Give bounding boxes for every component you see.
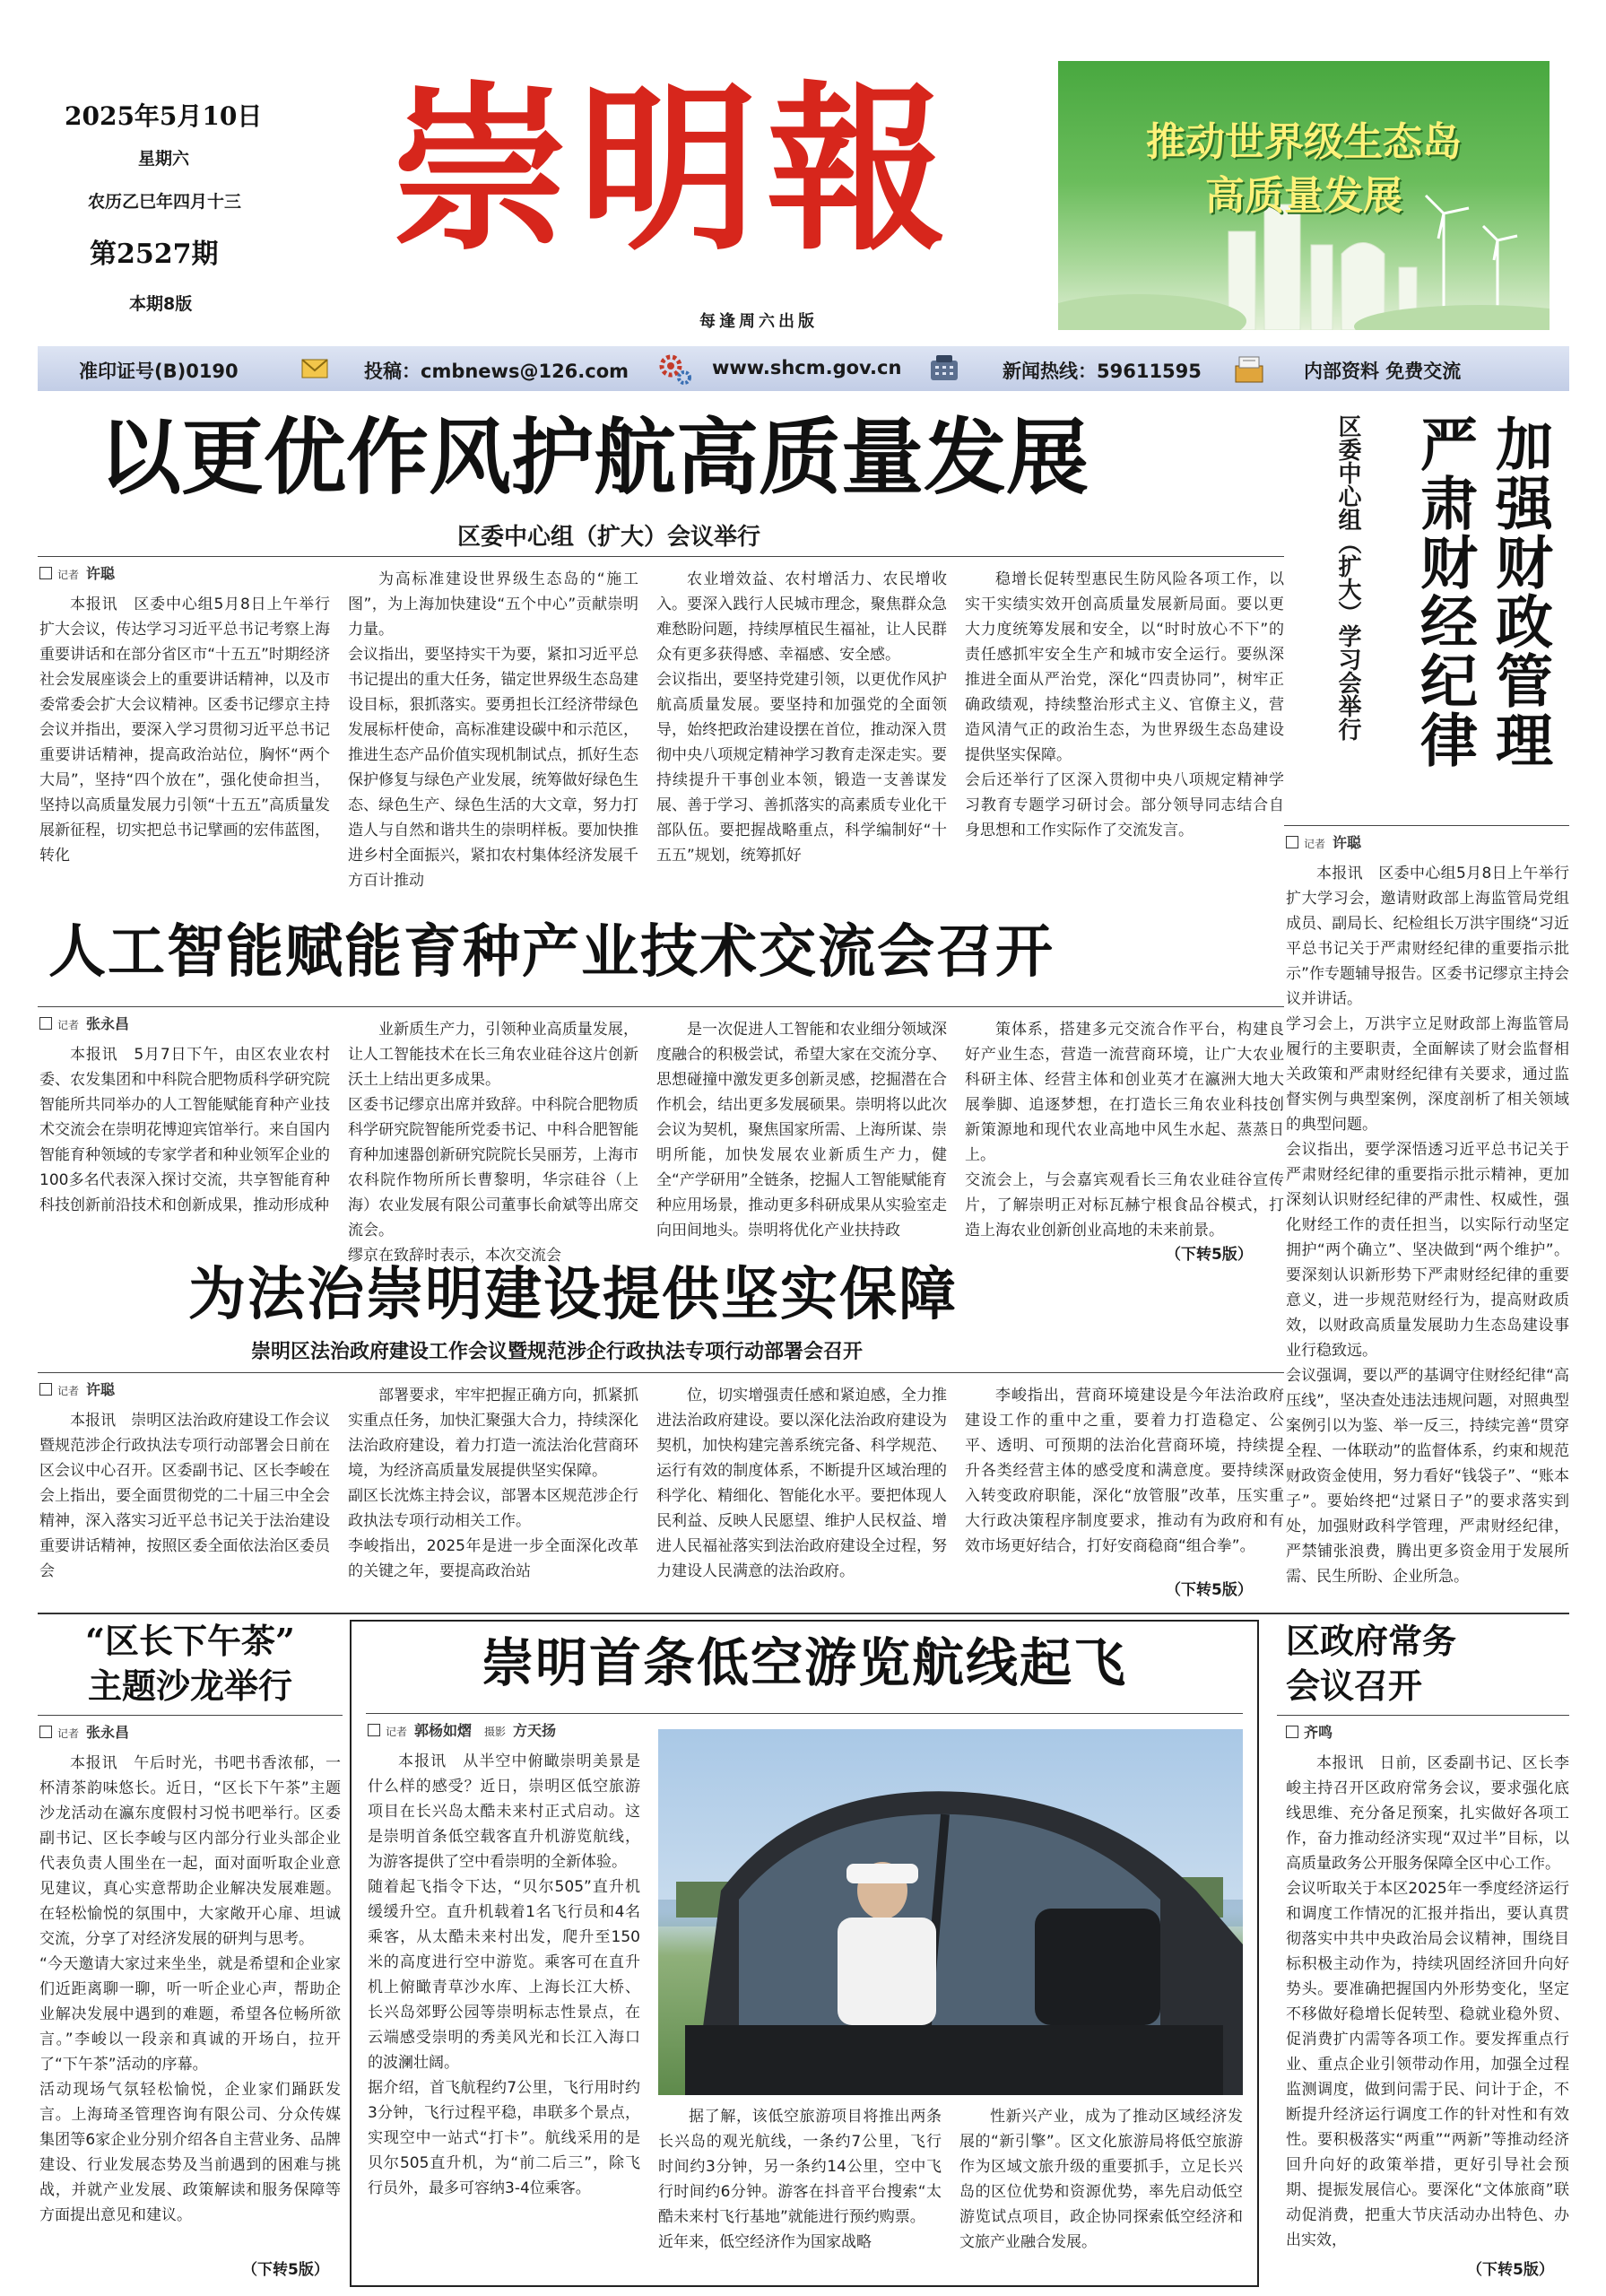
article7-headline-line2: 会议召开 xyxy=(1286,1665,1423,1706)
article6-rule xyxy=(366,1713,1243,1714)
article2-column-2: 业新质生产力，引领种业高质量发展，让人工智能技术在长三角农业硅谷这片创新沃土上结出更多成果。 区委书记缪京出席并致辞。中科院合肥物质科学研究院智能所党委书记、中科合肥智能育种加速器创新研究院院长吴丽芳，上海市农科院作物所所长曹黎明，华宗硅谷（上海）农业发展有限公司董事长俞斌等出席交流会。 缪京在致辞时表示，本次交流会 xyxy=(348,1021,638,1265)
byline-box-icon xyxy=(1286,836,1298,848)
article5-byline: 记者 张永昌 xyxy=(39,1722,129,1744)
article3-column-2: 部署要求，牢牢把握正确方向，抓紧抓实重点任务，加快汇聚强大合力，持续深化法治政府建设，着力打造一流法治化营商环境，为经济高质量发展提供坚实保障。 副区长沈炼主持会议，部署本区规范涉企行政执法专项行动相关工作。 李峻指出，2025年是进一步全面深化改革的关键之年，要提高政治站 xyxy=(348,1387,638,1580)
article2-headline: 人工智能赋能育种产业技术交流会召开 xyxy=(48,918,1055,986)
byline-box-icon xyxy=(1286,1726,1298,1738)
article1-rule xyxy=(38,556,1284,557)
article1-byline: 记者 许聪 xyxy=(39,563,115,586)
article4-subhead-vertical: 区委中心组（扩大）学习会举行 xyxy=(1334,414,1361,741)
info-bar xyxy=(38,346,1569,391)
section-divider xyxy=(38,1613,1569,1614)
article2-byline: 记者 张永昌 xyxy=(39,1013,129,1036)
article7-body: 本报讯 日前，区委副书记、区长李峻主持召开区政府常务会议，要求强化底线思维、充分备足预案，扎实做好各项工作，奋力推动经济实现“双过半”目标，以高质量政务公开服务保障全区中心工作。 会议听取关于本区2025年一季度经济运行和调度工作情况的汇报并指出，要认真贯彻落实中共中央政治局会议精神，围绕目标积极主动作为，持续巩固经济回升向好势头。要准确把握国内外形势变化，坚定不移做好稳增长促转型、稳就业稳外贸、促消费扩内需等各项工作。要发挥重点行业、重点企业引领带动作用，加强全过程监测调度，做到问需于民、问计于企，不断提升经济运行调度工作的针对性和有效性。要积极落实“两重”“两新”等推动经济回升向好的政策举措，更好引导社会预期、提振发展信心。要深化“文体旅商”联动促消费，把重大节庆活动办出特色、办出实效， xyxy=(1286,1754,1569,2249)
submission-email: 投稿：cmbnews@126.com xyxy=(364,361,629,382)
lunar-date: 农历乙巳年四月十三 xyxy=(88,192,242,212)
article5-rule xyxy=(38,1715,343,1716)
article5-headline-line2: 主题沙龙举行 xyxy=(87,1665,292,1706)
article6-column-3: 性新兴产业，成为了推动区域经济发展的“新引擎”。区文化旅游局将低空旅游作为区域文旅升级的重要抓手，立足长兴岛的区位优势和资源优势，率先启动低空游览试点项目，政企协同探索低空经济和文旅产业融合发展。 xyxy=(959,2108,1243,2251)
article3-headline: 为法治崇明建设提供坚实保障 xyxy=(188,1261,958,1328)
article1-subhead: 区委中心组（扩大）会议举行 xyxy=(457,524,761,551)
article1-headline: 以更优作风护航高质量发展 xyxy=(99,410,1089,506)
article3-byline: 记者 许聪 xyxy=(39,1379,115,1402)
print-license: 准印证号(B)0190 xyxy=(79,361,239,382)
article4-body: 本报讯 区委中心组5月8日上午举行扩大学习会，邀请财政部上海监管局党组成员、副局长、纪检组长万洪宇围绕“习近平总书记关于严肃财经纪律的重要指示批示”作专题辅导报告。区委书记缪京主持会议并讲话。 学习会上，万洪宇立足财政部上海监管局履行的主要职责，全面解读了财会监督相关政策和严肃财经纪律有关要求，通过监督实例与典型案例，深度剖析了相关领域的典型问题。 会议指出，要学深悟透习近平总书记关于严肃财经纪律的重要指示批示精神，更加深刻认识财经纪律的严肃性、权威性，强化财经工作的责任担当，以实际行动坚定拥护“两个确立”、坚决做到“两个维护”。要深刻认识新形势下严肃财经纪律的重要意义，进一步规范财经行为，提高财政质效，以财政高质量发展助力生态岛建设事业行稳致远。 会议强调，要以严的基调守住财经纪律“高压线”，坚决查处违法违规问题，对照典型案例引以为鉴、举一反三，持续完善“贯穿全程、一体联动”的监督体系，约束和规范财政资金使用，努力看好“钱袋子”、“账本子”。要始终把“过紧日子”的要求落实到处，加强财政科学管理，严肃财经纪律，严禁铺张浪费，腾出更多资金用于发展所需、民生所盼、企业所急。 xyxy=(1286,865,1569,1586)
article3-continued: （下转5版） xyxy=(1166,1581,1253,1599)
article2-column-3: 是一次促进人工智能和农业细分领域深度融合的积极尝试，希望大家在交流分享、思想碰撞中激发更多创新灵感，挖掘潜在合作机会，结出更多发展硕果。崇明将以此次会议为契机，聚焦国家所需、上海所谋、崇明所能，加快发展农业新质生产力，健全“产学研用”全链条，挖掘人工智能赋能育种应用场景，推动更多科研成果从实验室走向田间地头。崇明将优化产业扶持政 xyxy=(656,1021,947,1239)
newspaper-title: 崇明報 xyxy=(389,65,955,275)
article6-byline: 记者 郭杨如熠 摄影 方天扬 xyxy=(368,1720,556,1743)
byline-box-icon xyxy=(39,1017,52,1030)
article5-headline-line1: “区长下午茶” xyxy=(85,1621,295,1661)
issue-number: 第2527期 xyxy=(90,239,219,270)
article3-column-4: 李峻指出，营商环境建设是今年法治政府建设工作的重中之重，要着力打造稳定、公平、透明、可预期的法治化营商环境，持续提升各类经营主体的感受度和满意度。要持续深入转变政府职能，深化“放管服”改革，压实重大行政决策程序制度要求，推动有为政府和有效市场更好结合，打好安商稳商“组合拳”。 xyxy=(965,1387,1284,1555)
article4-rule xyxy=(1284,825,1569,826)
mail-icon xyxy=(298,352,332,386)
article5-body: 本报讯 午后时光，书吧书香浓郁，一杯清茶韵味悠长。近日，“区长下午茶”主题沙龙活动在瀛东度假村习悦书吧举行。区委副书记、区长李峻与区内部分行业头部企业代表负责人围坐在一起，面对面听取企业意见建议，真心实意帮助企业解决发展难题。在轻松愉悦的氛围中，大家敞开心扉、坦诚交流，分享了对经济发展的研判与思考。 “今天邀请大家过来坐坐，就是希望和企业家们近距离聊一聊，听一听企业心声，帮助企业解决发展中遇到的难题，希望各位畅所欲言。”李峻以一段亲和真诚的开场白，拉开了“下午茶”活动的序幕。 活动现场气氛轻松愉悦，企业家们踊跃发言。上海琦圣管理咨询有限公司、分众传媒集团等6家企业分别介绍各自主营业务、品牌建设、行业发展态势及当前遇到的困难与挑战，并就产业发展、政策解读和服务保障等方面提出意见和建议。 xyxy=(39,1754,341,2224)
website-url: www.shcm.gov.cn xyxy=(712,357,902,378)
article1-column-2: 为高标准建设世界级生态岛的“施工图”，为上海加快建设“五个中心”贡献崇明力量。 会议指出，要坚持实干为要，紧扣习近平总书记提出的重大任务，锚定世界级生态岛建设目标，狠抓落实。要勇担长江经济带绿色发展标杆使命，高标准建设碳中和示范区，推进生态产品价值实现机制试点，抓好生态保护修复与绿色产业发展，统筹做好绿色生态、绿色生产、绿色生活的大文章，努力打造人与自然和谐共生的崇明样板。要加快推进乡村全面振兴，紧扣农村集体经济发展千方百计推动 xyxy=(348,570,638,890)
article1-column-1: 本报讯 区委中心组5月8日上午举行扩大会议，传达学习习近平总书记考察上海重要讲话和在部分省区市“十五五”时期经济社会发展座谈会上的重要讲话精神，以及市委常委会扩大会议精神。区委书记缪京主持会议并指出，要深入学习贯彻习近平总书记重要讲话精神，提高政治站位，胸怀“两个大局”，坚持“四个放在”，强化使命担当，坚持以高质量发展力引领“十五五”高质量发展新征程，切实把总书记擘画的宏伟蓝图，转化 xyxy=(39,596,330,865)
banner-slogan-line1: 推动世界级生态岛 xyxy=(1146,119,1462,165)
article3-subhead: 崇明区法治政府建设工作会议暨规范涉企行政执法专项行动部署会召开 xyxy=(251,1341,864,1363)
article5-continued: （下转5版） xyxy=(242,2261,329,2279)
article2-continued: （下转5版） xyxy=(1166,1246,1253,1264)
article6-headline: 崇明首条低空游览航线起飞 xyxy=(481,1632,1127,1693)
article4-byline: 记者 许聪 xyxy=(1286,832,1361,855)
article3-column-3: 位，切实增强责任感和紧迫感，全力推进法治政府建设。要以深化法治政府建设为契机，加快构建完善系统完备、科学规范、运行有效的制度体系，不断提升区域治理的科学化、精细化、智能化水平。要把体现人民利益、反映人民愿望、维护人民权益、增进人民福祉落实到法治政府建设全过程，努力建设人民满意的法治政府。 xyxy=(656,1387,947,1580)
byline-box-icon xyxy=(39,1726,52,1738)
article7-rule xyxy=(1277,1715,1569,1716)
article4-headline-vertical: 加强财政管理严肃财经纪律 xyxy=(1411,414,1552,770)
weekday: 星期六 xyxy=(138,149,190,169)
byline-box-icon xyxy=(39,1383,52,1396)
archive-icon xyxy=(1230,350,1268,387)
article2-column-4: 策体系，搭建多元交流合作平台，构建良好产业生态，营造一流营商环境，让广大农业科研主体、经营主体和创业英才在瀛洲大地大展拳脚、追逐梦想，在打造长三角农业科技创新策源地和现代农业高地中风生水起、蒸蒸日上。 交流会上，与会嘉宾观看长三角农业硅谷宣传片，了解崇明正对标瓦赫宁根食品谷模式，打造上海农业创新创业高地的未来前景。 xyxy=(965,1021,1284,1239)
article7-byline: 齐鸣 xyxy=(1286,1722,1333,1744)
article7-continued: （下转5版） xyxy=(1467,2261,1554,2279)
article3-column-1: 本报讯 崇明区法治政府建设工作会议暨规范涉企行政执法专项行动部署会日前在区会议中心召开。区委副书记、区长李峻在会上指出，要全面贯彻党的二十届三中全会精神，深入落实习近平总书记关于法治建设重要讲话精神，按照区委全面依法治区委员会 xyxy=(39,1412,330,1580)
article2-rule xyxy=(38,1006,1284,1007)
article3-rule xyxy=(38,1372,1284,1373)
publication-frequency: 每逢周六出版 xyxy=(699,312,818,331)
helicopter-photo xyxy=(658,1729,1243,2095)
banner-slogan-line2: 高质量发展 xyxy=(1205,173,1402,219)
article2-column-1: 本报讯 5月7日下午，由区农业农村委、农发集团和中科院合肥物质科学研究院智能所共同举办的人工智能赋能育种产业技术交流会在崇明花博迎宾馆举行。来自国内智能育种领域的专家学者和种业领军企业的100多名代表深入探讨交流，共享智能育种科技创新前沿技术和创新成果，推动形成种 xyxy=(39,1046,330,1214)
circulation-notice: 内部资料 免费交流 xyxy=(1304,361,1462,382)
gear-icon xyxy=(656,350,694,387)
article1-column-3: 农业增效益、农村增活力、农民增收入。要深入践行人民城市理念，聚焦群众急难愁盼问题，持续厚植民生福祉，让人民群众有更多获得感、幸福感、安全感。 会议指出，要坚持党建引领，以更优作风护航高质量发展。要坚持和加强党的全面领导，始终把政治建设摆在首位，推动深入贯彻中央八项规定精神学习教育走深走实。要持续提升干事创业本领，锻造一支善谋发展、善于学习、善抓落实的高素质专业化干部队伍。要把握战略重点，科学编制好“十五五”规划，统筹抓好 xyxy=(656,570,947,865)
phone-icon xyxy=(925,350,963,387)
byline-box-icon xyxy=(368,1724,380,1736)
byline-box-icon xyxy=(39,567,52,579)
article7-headline-line1: 区政府常务 xyxy=(1286,1621,1457,1661)
helicopter-icon xyxy=(658,1729,1243,2095)
article1-column-4: 稳增长促转型惠民生防风险各项工作，以实干实绩实效开创高质量发展新局面。要以更大力度统筹发展和安全，以“时时放心不下”的责任感抓牢安全生产和城市安全运行。要纵深推进全面从严治党，深化“四责协同”，树牢正确政绩观，持续整治形式主义、官僚主义，营造风清气正的政治生态，为世界级生态岛建设提供坚实保障。 会后还举行了区深入贯彻中央八项规定精神学习教育专题学习研讨会。部分领导同志结合自身思想和工作实际作了交流发言。 xyxy=(965,570,1284,839)
masthead-banner xyxy=(1058,61,1550,330)
article6-column-1: 本报讯 从半空中俯瞰崇明美景是什么样的感受？近日，崇明区低空旅游项目在长兴岛太酷未来村正式启动。这是崇明首条低空载客直升机游览航线，为游客提供了空中看崇明的全新体验。 随着起飞指令下达，“贝尔505”直升机缓缓升空。直升机载着1名飞行员和4名乘客，从太酷未来村出发，爬升至150米的高度进行空中游览。乘客可在直升机上俯瞰青草沙水库、上海长江大桥、长兴岛郊野公园等崇明标志性景点，在云端感受崇明的秀美风光和长江入海口的波澜壮阔。 据介绍，首飞航程约7公里，飞行用时约3分钟，飞行过程平稳，串联多个景点，实现空中一站式“打卡”。航线采用的是贝尔505直升机，为“前二后三”，除飞行员外，最多可容纳3-4位乘客。 xyxy=(368,1752,640,2197)
article6-column-2: 据了解，该低空旅游项目将推出两条长兴岛的观光航线，一条约7公里，飞行时间约3分钟，另一条约14公里，空中飞行时间约6分钟。游客在抖音平台搜索“太酷未来村飞行基地”就能进行预约购票。 近年来，低空经济作为国家战略 xyxy=(658,2108,942,2251)
issue-date: 2025年5月10日 xyxy=(65,101,263,131)
news-hotline: 新闻热线：59611595 xyxy=(1003,361,1202,382)
page-count: 本期8版 xyxy=(129,294,193,314)
